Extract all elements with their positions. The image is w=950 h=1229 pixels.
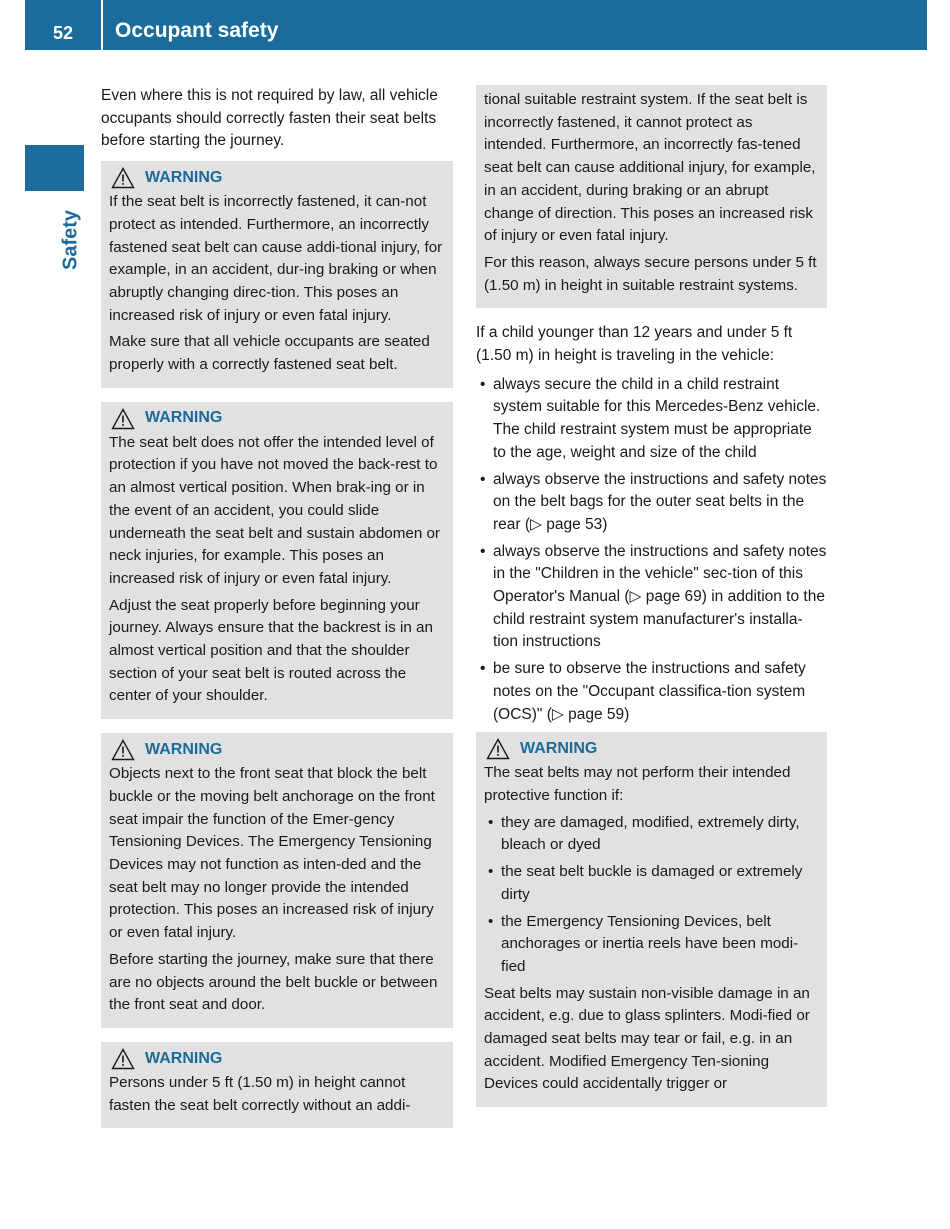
warning-title: WARNING	[520, 739, 598, 757]
warning-text: The seat belt does not offer the intended level of protection if you have not moved the back-rest to an almost vertical position. When brak-ing or in the event of an accident, you could slide underneath the seat belt and sustain abdomen or neck injuries, for example. This poses an increased risk of injury or even fatal injury.	[109, 433, 440, 587]
child-bullet-list	[476, 374, 827, 727]
warning-heading	[109, 1046, 445, 1072]
warning-box-continued	[476, 85, 827, 308]
warning-triangle-icon	[111, 408, 135, 430]
list-item: • always observe the instructions and safety notes in the "Children in the vehicle" sec-tion of this Operator's Manual (▷ page 69) in addition to the child restraint system manufacturer's installa-tion instructions	[476, 541, 827, 655]
warning-instruction: For this reason, always secure persons under 5 ft (1.50 m) in height in suitable restraint systems.	[484, 253, 817, 294]
warning-title: WARNING	[145, 168, 223, 186]
warning-heading	[109, 737, 445, 763]
warning-box	[101, 161, 453, 388]
left-column	[101, 85, 453, 1128]
right-column	[476, 85, 827, 1107]
list-item: • the Emergency Tensioning Devices, belt anchorages or inertia reels have been modi-fied	[484, 911, 819, 979]
side-tab-marker	[25, 145, 84, 191]
warning-bullet-list	[484, 812, 819, 979]
warning-instruction: Before starting the journey, make sure that there are no objects around the belt buckle or between the front seat and door.	[109, 950, 438, 1014]
page-header	[25, 0, 927, 50]
side-tab-label: Safety	[59, 209, 82, 271]
warning-heading	[109, 165, 445, 191]
section-title: Occupant safety	[115, 19, 279, 42]
list-item: • always secure the child in a child restraint system suitable for this Mercedes-Benz vehicle. The child restraint system must be appropriate to the age, weight and size of the child	[476, 374, 827, 465]
warning-outro: Seat belts may sustain non-visible damage in an accident, e.g. due to glass splinters. Modi-fied or damaged seat belts may tear or fail, e.g. in an accident. Modified Emergency Ten-sioning Devices could accidentally trigger or	[484, 984, 810, 1093]
warning-text: If the seat belt is incorrectly fastened, it can-not protect as intended. Furthermore, an incorrectly fastened seat belt can cause addi-tional injury, for example, in an accident, dur-ing braking or when abruptly changing direc-tion. This poses an increased risk of injury or even fatal injury.	[109, 193, 443, 324]
warning-triangle-icon	[111, 1048, 135, 1070]
warning-intro: The seat belts may not perform their intended protective function if:	[484, 764, 791, 804]
warning-box	[476, 732, 827, 1107]
list-item: • they are damaged, modified, extremely dirty, bleach or dyed	[484, 812, 819, 857]
header-divider	[101, 0, 103, 50]
warning-title: WARNING	[145, 740, 223, 758]
warning-triangle-icon	[486, 738, 510, 760]
warning-text: Persons under 5 ft (1.50 m) in height cannot fasten the seat belt correctly without an addi-	[109, 1073, 411, 1114]
warning-title: WARNING	[145, 1049, 223, 1067]
list-item: • be sure to observe the instructions and safety notes on the "Occupant classifica-tion system (OCS)" (▷ page 59)	[476, 658, 827, 726]
intro-paragraph: Even where this is not required by law, all vehicle occupants should correctly fasten their seat belts before starting the journey.	[101, 87, 438, 150]
page-number: 52	[52, 23, 74, 43]
warning-text: tional suitable restraint system. If the seat belt is incorrectly fastened, it cannot protect as intended. Furthermore, an incorrectly fas-tened seat belt can cause additional injury, for example, in an accident, during braking or an abrupt change of direction. This poses an increased risk of injury or even fatal injury.	[484, 91, 816, 245]
list-item: • the seat belt buckle is damaged or extremely dirty	[484, 861, 819, 906]
warning-heading	[109, 406, 445, 432]
warning-box	[101, 402, 453, 719]
child-intro-paragraph: If a child younger than 12 years and under 5 ft (1.50 m) in height is traveling in the vehicle:	[476, 324, 793, 365]
warning-instruction: Adjust the seat properly before beginning your journey. Always ensure that the backrest is in an almost vertical position and that the shoulder section of your seat belt is routed across the center of your shoulder.	[109, 596, 433, 705]
warning-triangle-icon	[111, 167, 135, 189]
warning-box	[101, 733, 453, 1028]
warning-box	[101, 1042, 453, 1128]
warning-triangle-icon	[111, 739, 135, 761]
warning-heading	[484, 736, 819, 762]
warning-instruction: Make sure that all vehicle occupants are seated properly with a correctly fastened seat belt.	[109, 333, 430, 374]
warning-text: Objects next to the front seat that block the belt buckle or the moving belt anchorage on the front seat impair the function of the Emer-gency Tensioning Devices. The Emergency Tensioning Devices may not function as inten-ded and the seat belt may no longer provide the intended protection. This poses an increased risk of injury or even fatal injury.	[109, 765, 435, 942]
warning-title: WARNING	[145, 409, 223, 427]
list-item: • always observe the instructions and safety notes on the belt bags for the outer seat belts in the rear (▷ page 53)	[476, 469, 827, 537]
